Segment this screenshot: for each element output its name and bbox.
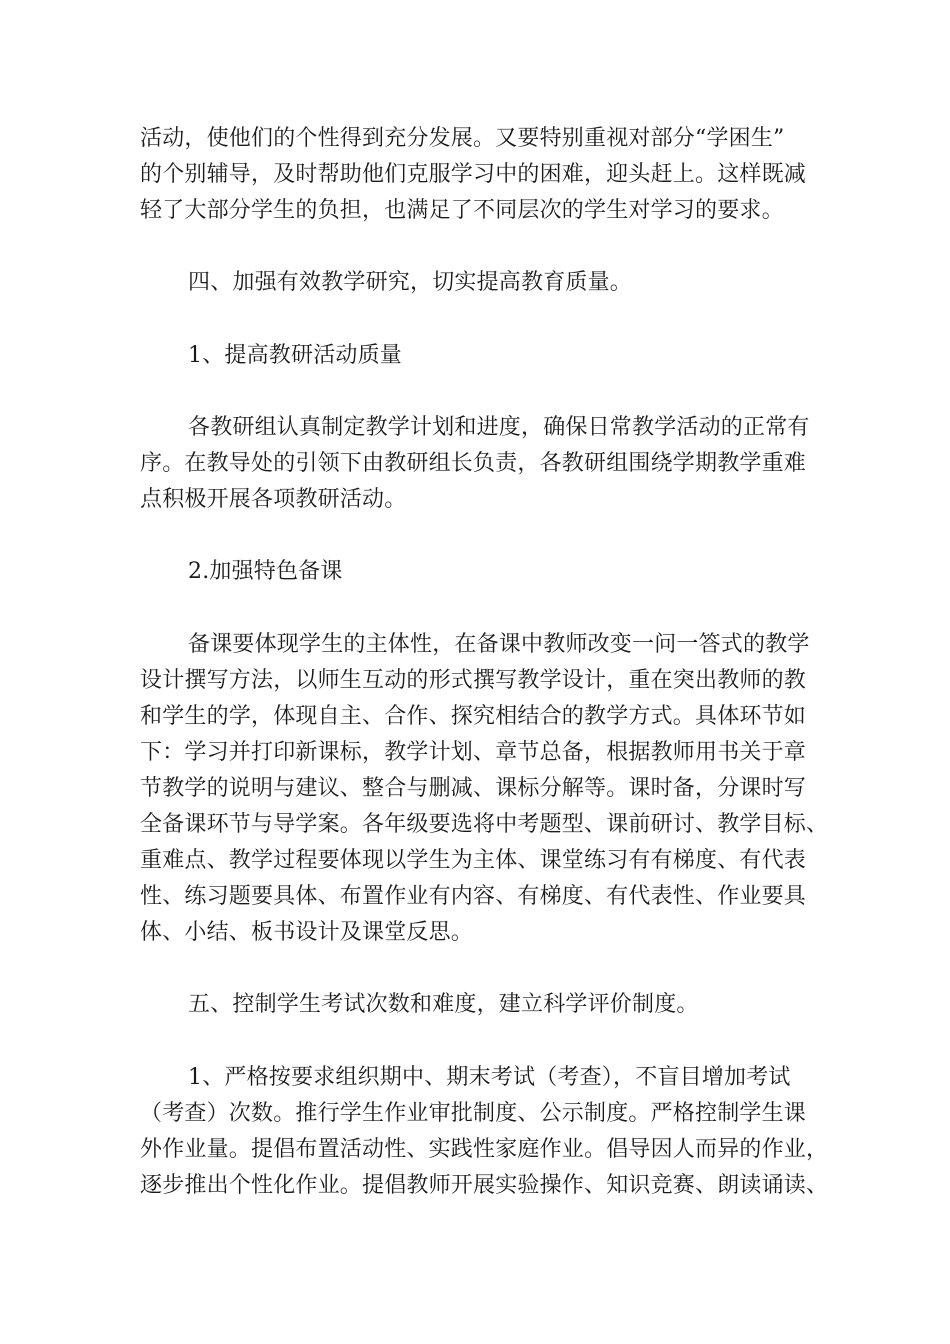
paragraph-line: 外作业量。提倡布置活动性、实践性家庭作业。倡导因人而异的作业， — [140, 1137, 829, 1162]
paragraph-line: 各教研组认真制定教学计划和进度，确保日常教学活动的正常有 — [188, 415, 810, 440]
paragraph-line: 设计撰写方法，以师生互动的形式撰写教学设计，重在突出教师的教 — [140, 668, 807, 693]
paragraph-line: 和学生的学，体现自主、合作、探究相结合的教学方式。具体环节如 — [140, 704, 807, 729]
paragraph-line: 逐步推出个性化作业。提倡教师开展实验操作、知识竞赛、朗读诵读、 — [140, 1173, 829, 1198]
paragraph-line: 的个别辅导，及时帮助他们克服学习中的困难，迎头赶上。这样既减 — [140, 162, 807, 187]
paragraph-line: 轻了大部分学生的负担，也满足了不同层次的学生对学习的要求。 — [140, 198, 784, 223]
paragraph-line: 节教学的说明与建议、整合与删减、课标分解等。课时备，分课时写 — [140, 776, 807, 801]
paragraph-line: 活动，使他们的个性得到充分发展。又要特别重视对部分“学困生” — [140, 126, 785, 151]
paragraph-line: 体、小结、板书设计及课堂反思。 — [140, 920, 474, 945]
paragraph-line: 下：学习并打印新课标，教学计划、章节总备，根据教师用书关于章 — [140, 740, 807, 765]
subsection-heading: 2.加强特色备课 — [188, 559, 343, 584]
paragraph-line: 1、严格按要求组织期中、期末考试（考查），不盲目增加考试 — [188, 1065, 791, 1090]
section-heading: 五、控制学生考试次数和难度，建立科学评价制度。 — [188, 992, 699, 1017]
paragraph-line: 性、练习题要具体、布置作业有内容、有梯度、有代表性、作业要具 — [140, 884, 807, 909]
subsection-heading: 1、提高教研活动质量 — [188, 343, 402, 368]
paragraph-line: 点积极开展各项教研活动。 — [140, 487, 407, 512]
section-heading: 四、加强有效教学研究，切实提高教育质量。 — [188, 270, 633, 295]
paragraph-line: 重难点、教学过程要体现以学生为主体、课堂练习有有梯度、有代表 — [140, 848, 807, 873]
paragraph-line: 序。在教导处的引领下由教研组长负责，各教研组围绕学期教学重难 — [140, 451, 807, 476]
paragraph-line: 全备课环节与导学案。各年级要选将中考题型、课前研讨、教学目标、 — [140, 812, 829, 837]
paragraph-line: （考查）次数。推行学生作业审批制度、公示制度。严格控制学生课 — [140, 1101, 807, 1126]
paragraph-line: 备课要体现学生的主体性，在备课中教师改变一问一答式的教学 — [188, 632, 810, 657]
